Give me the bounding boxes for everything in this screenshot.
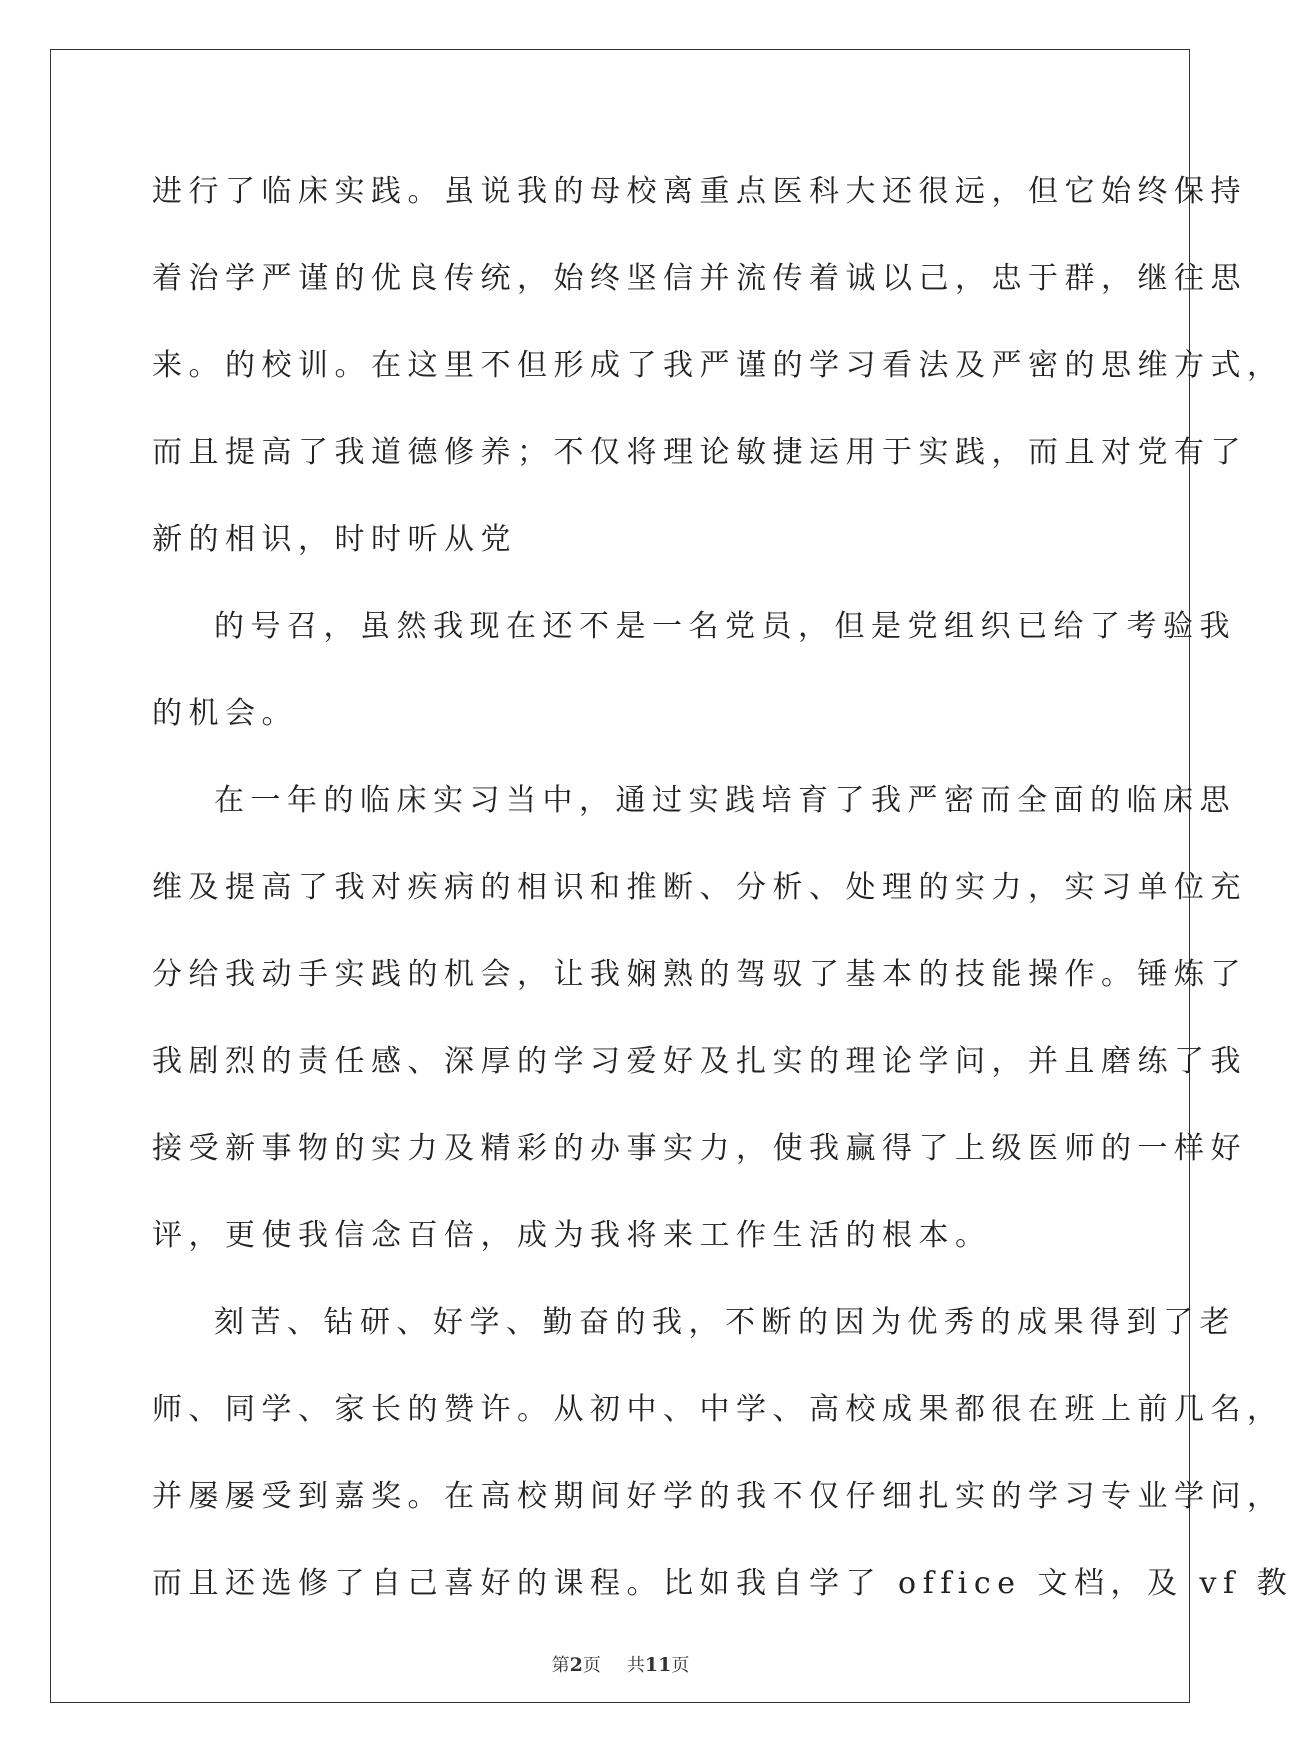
text-line: 着治学严谨的优良传统，始终坚信并流传着诚以己，忠于群，继往思 bbox=[152, 261, 1247, 296]
text-line: 而且还选修了自己喜好的课程。比如我自学了 office 文档，及 vf 教 bbox=[152, 1566, 1293, 1601]
text-line: 进行了临床实践。虽说我的母校离重点医科大还很远，但它始终保持 bbox=[152, 174, 1247, 209]
page-suffix: 页 bbox=[582, 1655, 601, 1676]
text-line: 并屡屡受到嘉奖。在高校期间好学的我不仅仔细扎实的学习专业学问， bbox=[152, 1479, 1284, 1514]
page-footer bbox=[0, 1653, 1241, 1678]
total-suffix: 页 bbox=[671, 1655, 690, 1676]
text-line: 分给我动手实践的机会，让我娴熟的驾驭了基本的技能操作。锤炼了 bbox=[152, 957, 1247, 992]
total-prefix: 共 bbox=[626, 1655, 645, 1676]
text-line: 新的相识，时时听从党 bbox=[152, 522, 517, 557]
document-body bbox=[152, 162, 1293, 1641]
text-line: 在一年的临床实习当中，通过实践培育了我严密而全面的临床思 bbox=[214, 783, 1236, 818]
page-number: 2 bbox=[569, 1654, 583, 1676]
text-line: 师、同学、家长的赞许。从初中、中学、高校成果都很在班上前几名， bbox=[152, 1392, 1284, 1427]
text-line: 的机会。 bbox=[152, 696, 298, 731]
text-line: 我剧烈的责任感、深厚的学习爱好及扎实的理论学问，并且磨练了我 bbox=[152, 1044, 1247, 1079]
text-line: 接受新事物的实力及精彩的办事实力，使我赢得了上级医师的一样好 bbox=[152, 1131, 1247, 1166]
text-line: 评，更使我信念百倍，成为我将来工作生活的根本。 bbox=[152, 1218, 992, 1253]
text-line: 的号召，虽然我现在还不是一名党员，但是党组织已给了考验我 bbox=[214, 609, 1236, 644]
page-prefix: 第 bbox=[551, 1655, 570, 1676]
text-line: 来。的校训。在这里不但形成了我严谨的学习看法及严密的思维方式， bbox=[152, 348, 1284, 383]
text-line: 维及提高了我对疾病的相识和推断、分析、处理的实力，实习单位充 bbox=[152, 870, 1247, 905]
text-line: 刻苦、钻研、好学、勤奋的我，不断的因为优秀的成果得到了老 bbox=[214, 1305, 1236, 1340]
total-pages: 11 bbox=[644, 1654, 672, 1676]
text-line: 而且提高了我道德修养；不仅将理论敏捷运用于实践，而且对党有了 bbox=[152, 435, 1247, 470]
